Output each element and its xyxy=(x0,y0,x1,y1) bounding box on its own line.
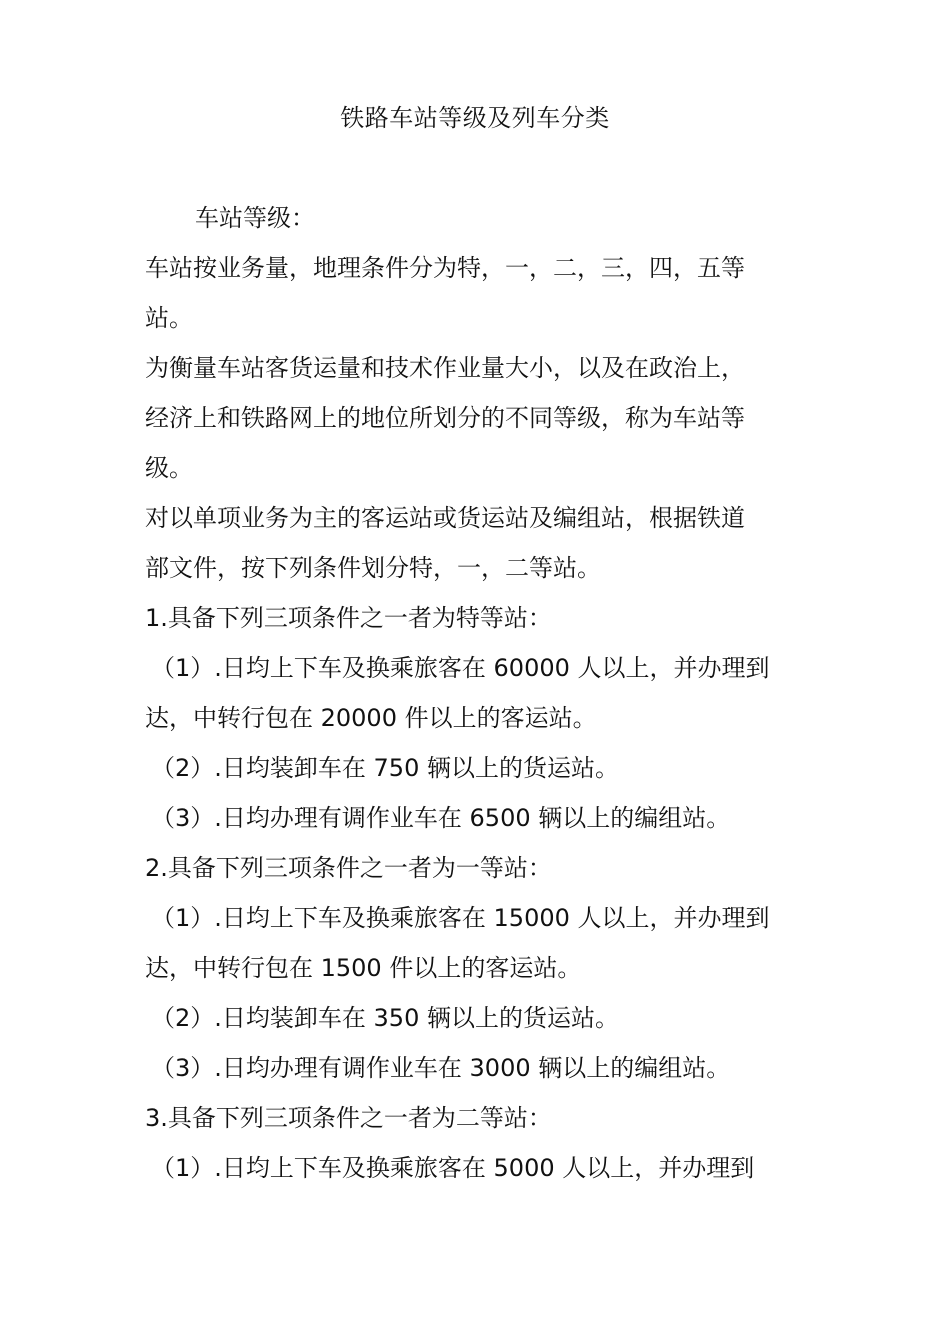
document-body xyxy=(145,193,795,1193)
list-item: （1）.日均上下车及换乘旅客在 5000 人以上，并办理到 xyxy=(151,1154,755,1182)
list-item-continuation: 达，中转行包在 1500 件以上的客运站。 xyxy=(145,954,582,982)
list-item-continuation: 达，中转行包在 20000 件以上的客运站。 xyxy=(145,704,597,732)
list-heading-first-grade: 2.具备下列三项条件之一者为一等站： xyxy=(145,854,552,882)
list-heading-second-grade: 3.具备下列三项条件之一者为二等站： xyxy=(145,1104,552,1132)
list-item: （3）.日均办理有调作业车在 3000 辆以上的编组站。 xyxy=(151,1054,731,1082)
section-heading-station-grades: 车站等级： xyxy=(195,204,315,232)
document-title: 铁路车站等级及列车分类 xyxy=(340,104,610,132)
paragraph-line: 级。 xyxy=(145,454,193,482)
list-item: （3）.日均办理有调作业车在 6500 辆以上的编组站。 xyxy=(151,804,731,832)
paragraph-line: 经济上和铁路网上的地位所划分的不同等级，称为车站等 xyxy=(145,404,745,432)
paragraph-line: 站。 xyxy=(145,304,193,332)
list-item: （1）.日均上下车及换乘旅客在 15000 人以上，并办理到 xyxy=(151,904,770,932)
paragraph-line: 部文件，按下列条件划分特，一，二等站。 xyxy=(145,554,601,582)
paragraph-line: 对以单项业务为主的客运站或货运站及编组站，根据铁道 xyxy=(145,504,745,532)
paragraph-line: 车站按业务量，地理条件分为特，一，二，三，四，五等 xyxy=(145,254,745,282)
list-item: （2）.日均装卸车在 750 辆以上的货运站。 xyxy=(151,754,619,782)
list-item: （2）.日均装卸车在 350 辆以上的货运站。 xyxy=(151,1004,619,1032)
paragraph-line: 为衡量车站客货运量和技术作业量大小，以及在政治上， xyxy=(145,354,745,382)
list-item: （1）.日均上下车及换乘旅客在 60000 人以上，并办理到 xyxy=(151,654,770,682)
list-heading-special-grade: 1.具备下列三项条件之一者为特等站： xyxy=(145,604,552,632)
